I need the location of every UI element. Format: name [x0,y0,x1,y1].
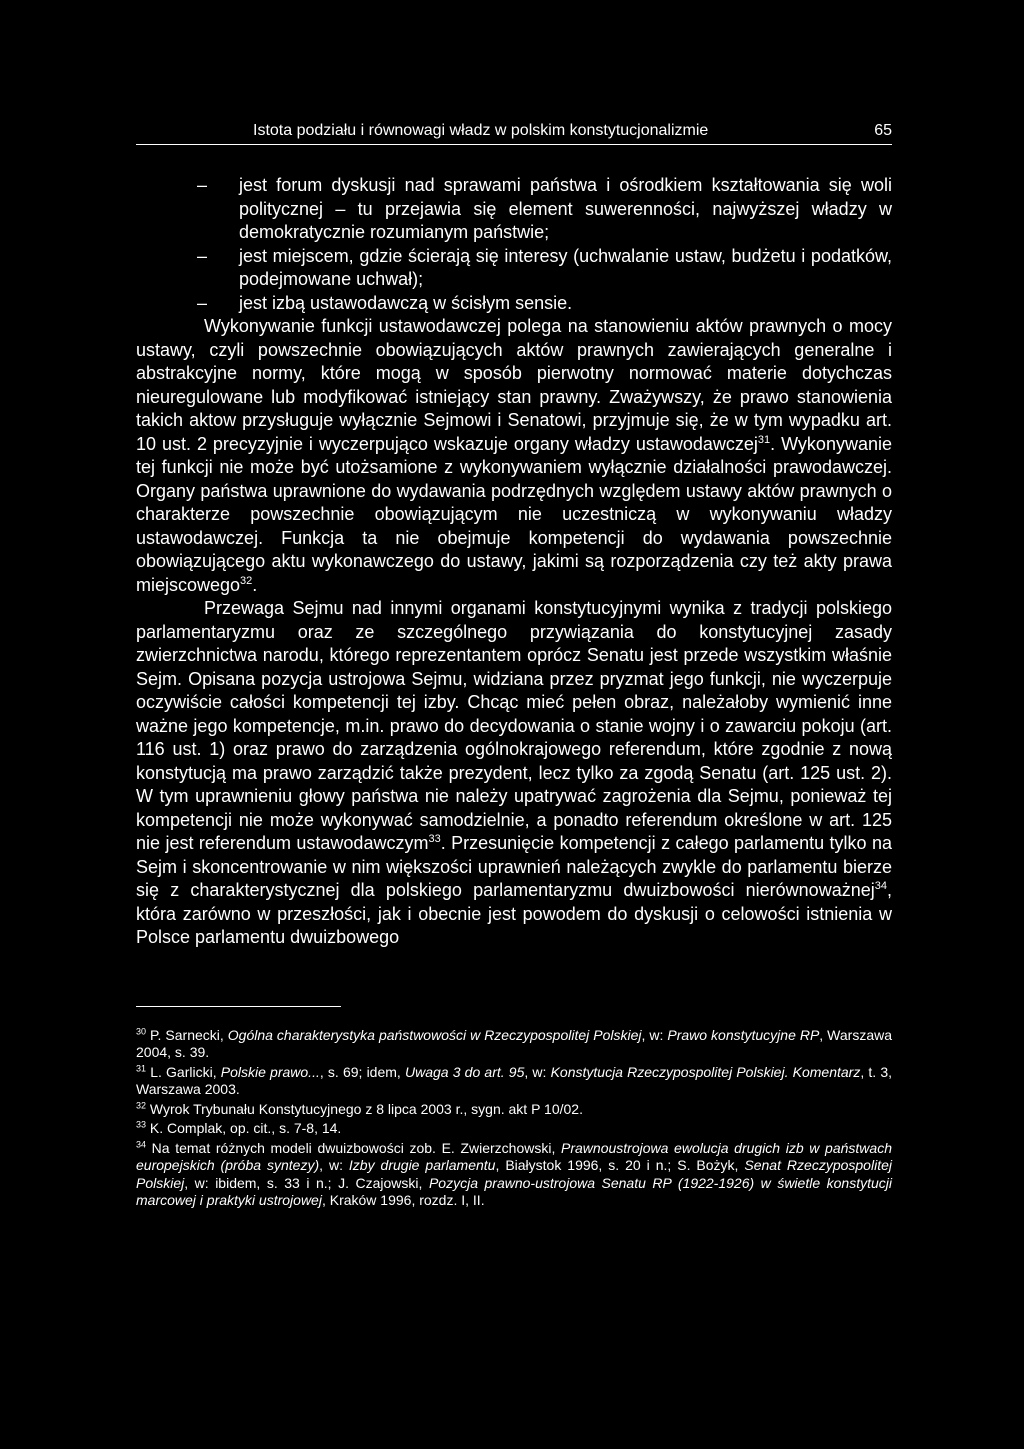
footnote-ref-33[interactable]: 33 [428,833,441,845]
list-item [136,174,892,245]
list-item [136,245,892,292]
footnote-separator [136,1006,341,1007]
footnote-33: $^{33}$ K. Complak, op. cit., s. 7-8, 14. [136,1119,342,1136]
list-item-text: jest forum dyskusji nad sprawami państwa i ośrodkiem kształtowania się woli politycznej – tu przejawia się element suwerenności, najwyższej władzy w demokratycznie rozumianym państwie; [239,175,892,242]
footnote-30: $^{30}$ P. Sarnecki, Ogólna charakterystyka państwowości w Rzeczypospolitej Polskiej, w: Prawo konstytucyjne RP, Warszawa 2004, s. 39. [136,1025,893,1060]
list-item [136,292,892,316]
list-item-text: jest izbą ustawodawczą w ścisłym sensie. [239,292,573,313]
page [136,122,892,1212]
running-header [136,122,892,145]
running-title: Istota podziału i równowagi władz w polskim konstytucjonalizmie [253,122,709,139]
footnote-ref-31[interactable]: 31 [757,433,771,446]
list-dash: – [197,175,208,195]
paragraph-legislative-function: Wykonywanie funkcji ustawodawczej polega na stanowieniu aktów prawnych o mocy ustawy, czyli powszechnie obowiązujących aktów prawnych zawierających generalne i abstrakcyjne normy, które mogą w sposób pierwotny normować materie dotychczas nieuregulowane lub modyfikować istniejący stan prawny. Zważywszy, że prawo stanowienia takich aktow przysługuje wyłącznie Sejmowi i Senatowi, przyjmuje się, że w tym wypadku art. 10 ust. 2 precyzyjnie i wyczerpująco wskazuje organy władzy ustawodawczej$^{31}$. Wykonywanie tej funkcji nie może być utożsamione z wykonywaniem wyłącznie działalności prawodawczej. Organy państwa uprawnione do wydawania podrzędnych względem ustawy aktów prawnych o charakterze powszechnie obowiązującym nie uczestniczą w wykonywaniu władzy ustawodawczej. Funkcja ta nie obejmuje kompetencji do wydawania powszechnie obowiązującego aktu wykonawczego do ustawy, jakimi są rozporządzenia czy też akty prawa miejscowego$^{32}$. [136,316,892,595]
paragraph-sejm-supremacy: Przewaga Sejmu nad innymi organami konstytucyjnymi wynika z tradycji polskiego parlamentaryzmu oraz ze szczególnego przywiązania do konstytucyjnej zasady zwierzchnictwa narodu, którego reprezentantem oprócz Senatu jest przede wszystkim właśnie Sejm. Opisana pozycja ustrojowa Sejmu, widziana przez pryzmat jego funkcji, nie wyczerpuje oczywiście całości kompetencji tej izby. Chcąc mieć pełen obraz, należałoby wymienić inne ważne jego kompetencje, m.in. prawo do decydowania o stanie wojny i o zawarciu pokoju (art. 116 ust. 1) oraz prawo do zarządzenia ogólnokrajowego referendum, które zgodnie z nową konstytucją ma prawo zarządzić także prezydent, lecz tylko za zgodą Senatu (art. 125 ust. 2). W tym uprawnieniu głowy państwa nie należy upatrywać zagrożenia dla Sejmu, ponieważ tej kompetencji nie może wykonywać samodzielnie, a ponadto referendum określone w art. 125 nie jest referendum ustawodawczym$^{33}$. Przesunięcie kompetencji z całego parlamentu tylko na Sejm i skoncentrowanie w nim większości uprawnień należących zwykle do parlamentu bierze się z charakterystycznej dla polskiego parlamentaryzmu dwuizbowości nierównoważnej$^{34}$, która zarówno w przeszłości, jak i obecnie jest powodem do dyskusji o celowości istnienia w Polsce parlamentu dwuizbowego [136,598,892,947]
page-number: 65 [874,122,892,139]
main-text [136,174,892,950]
footnote-ref-32[interactable]: 32 [240,574,253,587]
footnote-31: $^{31}$ L. Garlicki, Polskie prawo..., s. 69; idem, Uwaga 3 do art. 95, w: Konstytucja Rzeczypospolitej Polskiej. Komentarz, t. 3, Warszawa 2003. [136,1062,893,1097]
list-dash: – [197,292,208,313]
footnote-32: $^{32}$ Wyrok Trybunału Konstytucyjnego z 8 lipca 2003 r., sygn. akt P 10/02. [136,1099,583,1117]
list-item-text: jest miejscem, gdzie ścierają się interesy (uchwalanie ustaw, budżetu i podatków, podejmowane uchwał); [239,245,892,289]
list-dash: – [197,245,208,266]
footnotes [136,1027,892,1210]
footnote-ref-34[interactable]: 34 [874,880,887,892]
footnote-34: $^{34}$ Na temat różnych modeli dwuizbowości zob. E. Zwierzchowski, Prawnoustrojowa ewolucja drugich izb w państwach europejskich (próba syntezy), w: Izby drugie parlamentu, Białystok 1996, s. 20 i n.; S. Bożyk, Senat Rzeczypospolitej Polskiej, w: ibidem, s. 33 i n.; J. Czajowski, Pozycja prawno-ustrojowa Senatu RP (1922-1926) w świetle konstytucji marcowej i praktyki ustrojowej, Kraków 1996, rozdz. I, II. [136,1138,892,1208]
